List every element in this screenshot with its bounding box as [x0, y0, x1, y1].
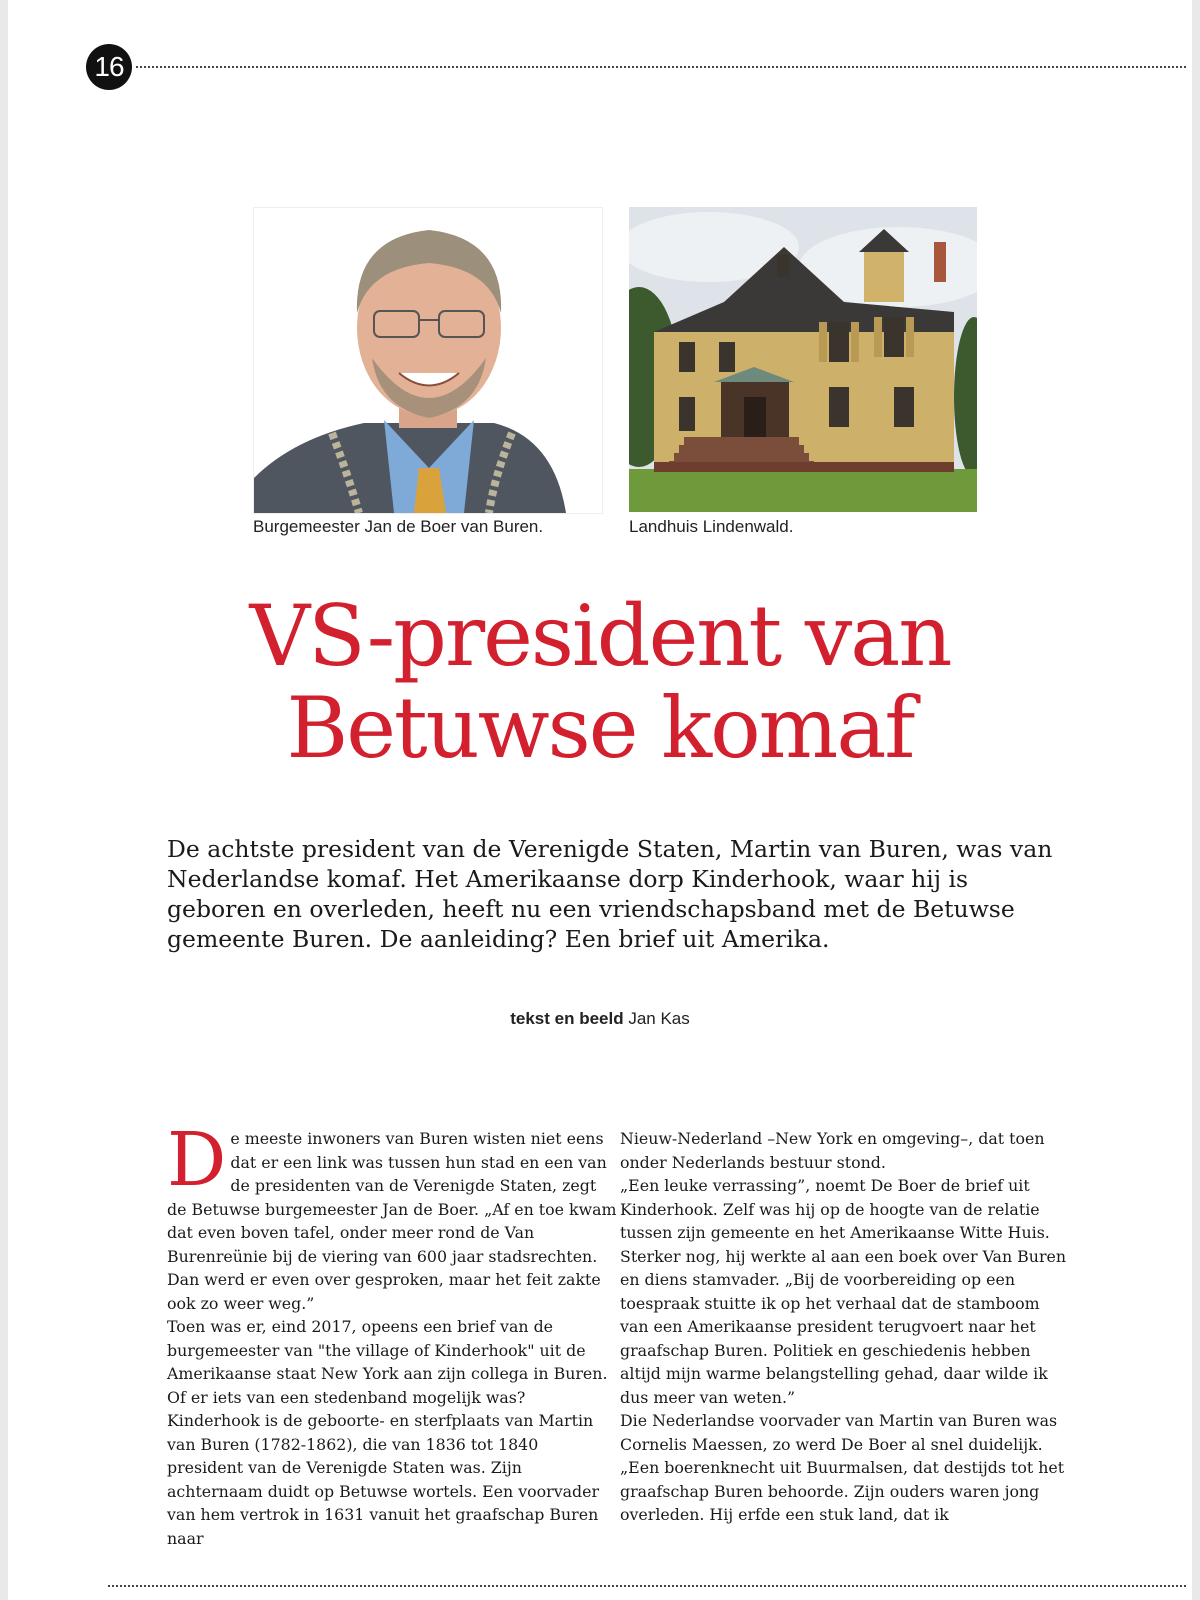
article-headline [8, 587, 1192, 777]
mansion-photo-caption: Landhuis Lindenwald. [629, 517, 794, 536]
article-intro: De achtste president van de Verenigde Staten, Martin van Buren, was van Nederlandse komaf. Het Amerikaanse dorp Kinderhook, waar hij is geboren en overleden, heeft nu een vriendschapsband met de Betuwse gemeente Buren. De aanleiding? Een brief uit Amerika. [167, 835, 1053, 953]
article-credit [8, 1009, 1192, 1029]
body-column-right [620, 1127, 1072, 1527]
page-number-badge: 16 [86, 44, 132, 90]
headline-line-1: VS-president van [249, 587, 951, 685]
body-paragraph: e meeste inwoners van Buren wisten niet eens dat er een link was tussen hun stad en een van de presidenten van de Verenigde Staten, zegt de Betuwse burgemeester Jan de Boer. „Af en toe kwam dat even boven tafel, onder meer rond de Van Burenreünie bij de viering van 600 jaar stadsrechten. Dan werd er even over gesproken, maar het feit zakte ook zo weer weg.” [167, 1129, 617, 1313]
top-dotted-rule [136, 66, 1186, 68]
lindenwald-mansion-photo [629, 207, 977, 512]
body-paragraph: Toen was er, eind 2017, opeens een brief van de burgemeester van "the village of Kinderhook" uit de Amerikaanse staat New York aan zijn collega in Buren. Of er iets van een stedenband mogelijk was? Kinderhook is de geboorte- en sterfplaats van Martin van Buren (1782-1862), die van 1836 tot 1840 president van de Verenigde Staten was. Zijn achternaam duidt op Betuwse wortels. Een voorvader van hem vertrok in 1631 vanuit het graafschap Buren naar [167, 1317, 608, 1548]
headline-line-2: Betuwse komaf [286, 679, 914, 777]
credit-label: tekst en beeld [510, 1009, 624, 1028]
body-paragraph: „Een leuke verrassing”, noemt De Boer de brief uit Kinderhook. Zelf was hij op de hoogte van de relatie tussen zijn gemeente en het Amerikaanse Witte Huis. Sterker nog, hij werkte al aan een boek over Van Buren en diens stamvader. „Bij de voorbereiding op een toespraak stuitte ik op het verhaal dat de stamboom van een Amerikaanse president terugvoert naar het graafschap Buren. Politiek en geschiedenis hebben altijd mijn warme belangstelling gehad, daar wilde ik dus meer van weten.” [620, 1176, 1067, 1407]
body-paragraph: Die Nederlandse voorvader van Martin van Buren was Cornelis Maessen, zo werd De Boer al snel duidelijk. „Een boerenknecht uit Buurmalsen, dat destijds tot het graafschap Buren behoorde. Zijn ouders waren jong overleden. Hij erfde een stuk land, dat ik [620, 1411, 1065, 1524]
mayor-portrait-photo [253, 207, 603, 514]
credit-author: Jan Kas [628, 1009, 690, 1028]
body-column-left [167, 1117, 619, 1550]
body-paragraph: Nieuw-Nederland –New York en omgeving–, dat toen onder Nederlands bestuur stond. [620, 1129, 1045, 1172]
magazine-page [8, 0, 1192, 1600]
bottom-dotted-rule [108, 1585, 1186, 1587]
mayor-photo-caption: Burgemeester Jan de Boer van Buren. [253, 517, 544, 536]
drop-cap: D [167, 1117, 227, 1203]
